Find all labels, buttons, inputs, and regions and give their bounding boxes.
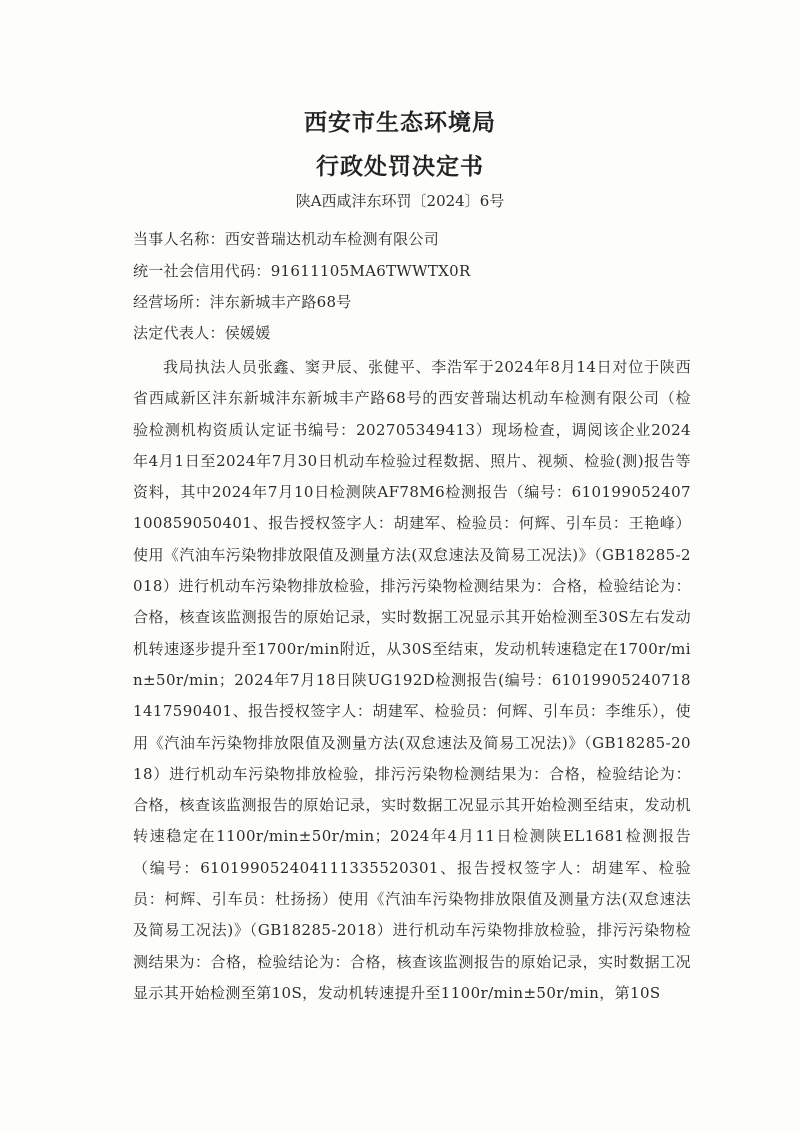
credit-code-value: 91611105MA6TWWTX0R	[270, 262, 471, 280]
document-type-title: 行政处罚决定书	[316, 153, 484, 180]
credit-code-label: 统一社会信用代码：	[133, 262, 271, 280]
legal-representative-value: 侯媛媛	[224, 324, 271, 342]
legal-representative-label: 法定代表人：	[133, 324, 225, 342]
body-paragraph: 我局执法人员张鑫、窦尹辰、张健平、李浩军于2024年8月14日对位于陕西省西咸新区沣东新城沣东新城丰产路68号的西安普瑞达机动车检测有限公司（检验检测机构资质认定证书编号：202705349413）现场检查，调阅该企业2024年4月1日至2024年7月30日机动车检验过程数据、照片、视频、检验(测)报告等资料，其中2024年7月10日检测陕AF78M6检测报告（编号：610199052407100859050401、报告授权签字人：胡建军、检验员：何辉、引车员：王艳峰）使用《汽油车污染物排放限值及测量方法(双怠速法及简易工况法)》（GB18285-2018）进行机动车污染物排放检验，排污污染物检测结果为：合格，检验结论为：合格，核查该监测报告的原始记录，实时数据工况显示其开始检测至30S左右发动机转速逐步提升至1700r/min附近，从30S至结束，发动机转速稳定在1700r/min±50r/min；2024年7月18日陕UG192D检测报告(编号：610199052407181417590401、报告授权签字人：胡建军、检验员：何辉、引车员：李维乐），使用《汽油车污染物排放限值及测量方法(双怠速法及简易工况法)》（GB18285-2018）进行机动车污染物排放检验，排污污染物检测结果为：合格，检验结论为：合格，核查该监测报告的原始记录，实时数据工况显示其开始检测至结束，发动机转速稳定在1100r/min±50r/min；2024年4月11日检测陕EL1681检测报告（编号：610199052404111335520301、报告授权签字人：胡建军、检验员：柯辉、引车员：杜扬扬）使用《汽油车污染物排放限值及测量方法(双怠速法及简易工况法)》（GB18285-2018）进行机动车污染物排放检验，排污污染物检测结果为：合格，检验结论为：合格，核查该监测报告的原始记录，实时数据工况显示其开始检测至第10S，发动机转速提升至1100r/min±50r/min，第10S	[133, 358, 691, 1002]
party-name-value: 西安普瑞达机动车检测有限公司	[224, 230, 440, 248]
party-name-field	[133, 228, 439, 249]
business-address-field	[133, 291, 352, 312]
credit-code-field	[133, 260, 471, 281]
document-number: 陕A西咸沣东环罚〔2024〕6号	[295, 192, 505, 210]
legal-representative-field	[133, 322, 271, 343]
business-address-value: 沣东新城丰产路68号	[209, 293, 352, 311]
business-address-label: 经营场所：	[133, 293, 210, 311]
agency-title: 西安市生态环境局	[304, 109, 496, 136]
party-name-label: 当事人名称：	[133, 230, 225, 248]
